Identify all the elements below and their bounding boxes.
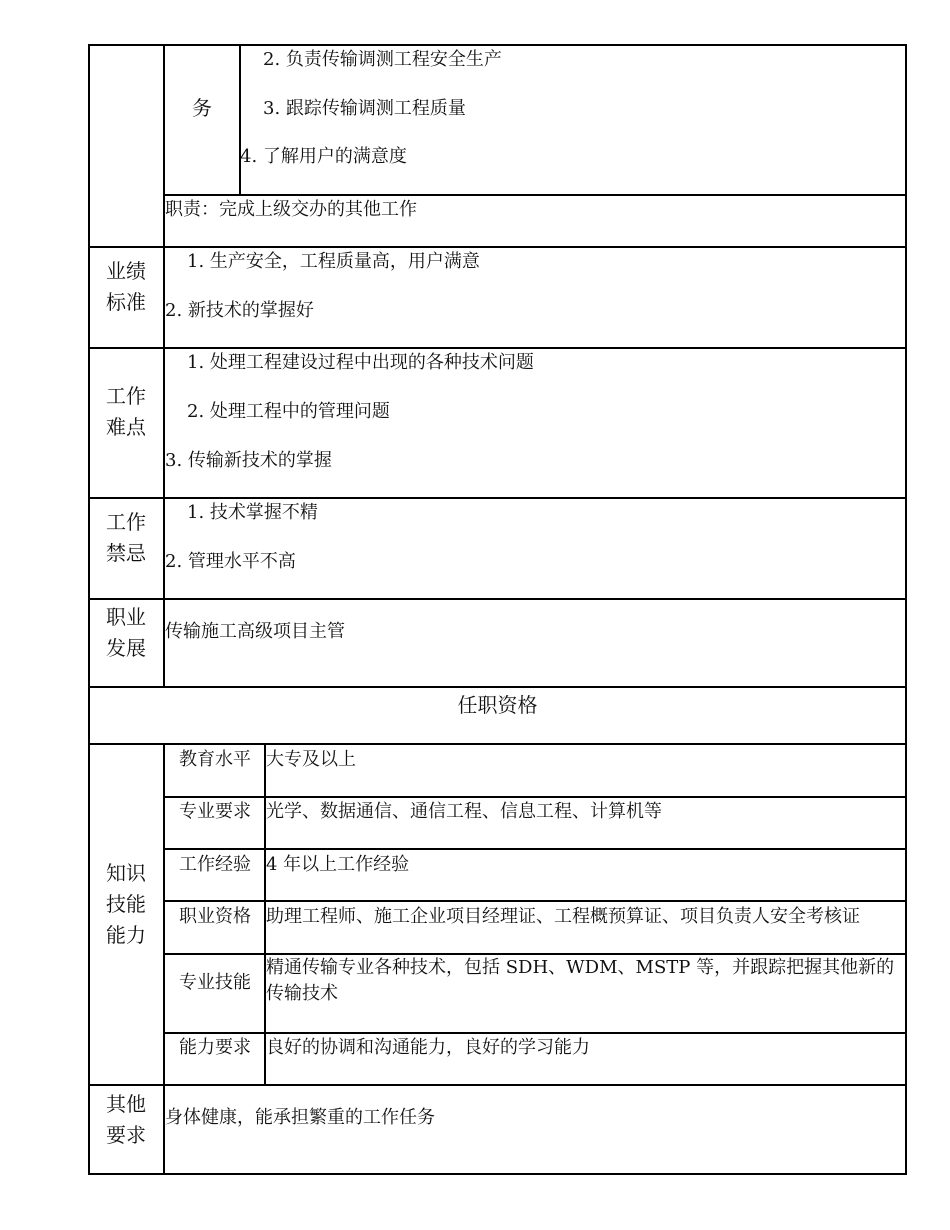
divider-sub-5 — [164, 1032, 907, 1034]
divider-performance — [88, 246, 907, 248]
knowledge-row-label: 专业要求 — [179, 801, 251, 822]
duty-responsibility: 职责：完成上级交办的其他工作 — [165, 199, 417, 220]
divider-difficulties — [88, 347, 907, 349]
border-right — [905, 44, 907, 1175]
border-top — [88, 44, 907, 46]
other-label-line1: 其他 — [106, 1092, 146, 1116]
duty-item: 4. 了解用户的满意度 — [240, 146, 407, 167]
knowledge-row-value: 良好的协调和沟通能力，良好的学习能力 — [266, 1037, 590, 1058]
difficulty-item: 3. 传输新技术的掌握 — [165, 450, 332, 471]
taboos-label-line1: 工作 — [106, 510, 146, 534]
knowledge-row-value: 大专及以上 — [266, 749, 356, 770]
knowledge-row-label: 教育水平 — [179, 749, 251, 770]
other-text: 身体健康，能承担繁重的工作任务 — [165, 1107, 435, 1128]
divider-taboos — [88, 497, 907, 499]
divider-sub-2 — [164, 848, 907, 850]
column-divider-duties — [239, 44, 241, 195]
knowledge-row-value: 助理工程师、施工企业项目经理证、工程概预算证、项目负责人安全考核证 — [266, 906, 860, 927]
knowledge-row-label: 职业资格 — [179, 906, 251, 927]
other-label-line2: 要求 — [106, 1123, 146, 1147]
knowledge-label-line1: 知识 — [106, 861, 146, 885]
taboos-label-line2: 禁忌 — [106, 541, 146, 565]
job-description-table — [88, 44, 907, 1175]
performance-item: 1. 生产安全，工程质量高，用户满意 — [187, 251, 480, 272]
divider-duties — [164, 194, 907, 196]
difficulty-item: 1. 处理工程建设过程中出现的各种技术问题 — [187, 352, 534, 373]
difficulties-label-line2: 难点 — [106, 415, 146, 439]
knowledge-row-label: 能力要求 — [179, 1037, 251, 1058]
knowledge-row-value: 4 年以上工作经验 — [266, 854, 410, 875]
duty-item: 3. 跟踪传输调测工程质量 — [263, 98, 466, 119]
divider-career — [88, 598, 907, 600]
divider-sub-3 — [164, 900, 907, 902]
duty-item: 2. 负责传输调测工程安全生产 — [263, 49, 502, 70]
performance-label-line2: 标准 — [106, 290, 146, 314]
knowledge-row-label: 专业技能 — [179, 972, 251, 993]
divider-qualifications — [88, 686, 907, 688]
duties-side-label: 务 — [192, 96, 212, 120]
taboo-item: 1. 技术掌握不精 — [187, 502, 318, 523]
difficulty-item: 2. 处理工程中的管理问题 — [187, 401, 390, 422]
qualifications-title: 任职资格 — [457, 693, 538, 717]
career-text: 传输施工高级项目主管 — [165, 621, 345, 642]
performance-label-line1: 业绩 — [106, 259, 146, 283]
divider-other — [88, 1084, 907, 1086]
knowledge-label-line2: 技能 — [106, 892, 146, 916]
taboo-item: 2. 管理水平不高 — [165, 551, 296, 572]
difficulties-label-line1: 工作 — [106, 384, 146, 408]
career-label-line2: 发展 — [106, 636, 146, 660]
knowledge-row-label: 工作经验 — [179, 854, 251, 875]
performance-item: 2. 新技术的掌握好 — [165, 300, 314, 321]
career-label-line1: 职业 — [106, 605, 146, 629]
column-divider-upper — [163, 44, 165, 686]
knowledge-label-line3: 能力 — [106, 923, 146, 947]
divider-sub-1 — [164, 796, 907, 798]
knowledge-row-value: 光学、数据通信、通信工程、信息工程、计算机等 — [266, 801, 662, 822]
knowledge-row-value: 精通传输专业各种技术，包括 SDH、WDM、MSTP 等，并跟踪把握其他新的传输技术 — [266, 957, 895, 1004]
border-bottom — [88, 1173, 907, 1175]
divider-knowledge — [88, 743, 907, 745]
